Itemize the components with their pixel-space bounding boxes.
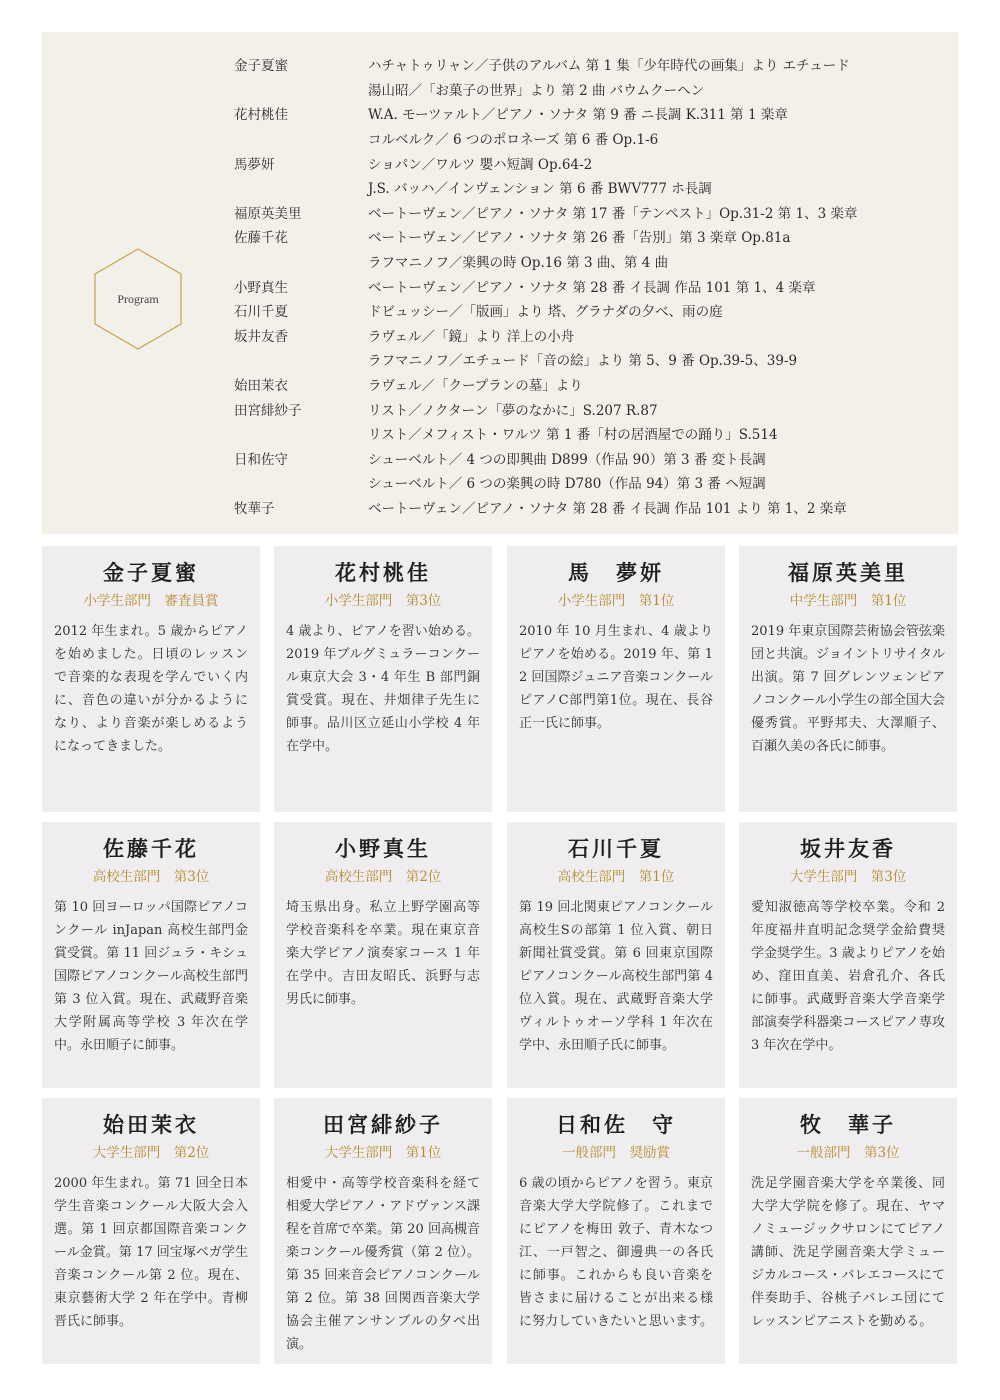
program-performer: 小野真生 [234,279,288,296]
performer-award: 高校生部門 第3位 [92,869,210,885]
program-performer: 佐藤千花 [234,230,288,247]
performer-award: 小学生部門 審査員賞 [83,593,219,609]
program-row [234,323,857,348]
performer-card [739,822,957,1088]
performer-award: 中学生部門 第1位 [789,593,907,609]
performer-name: 日和佐 守 [556,1112,676,1137]
performer-award: 小学生部門 第1位 [557,593,675,609]
program-performer: 福原英美里 [234,205,302,222]
performer-name: 佐藤千花 [103,836,199,861]
performer-card [507,546,725,812]
program-performer: 田宮緋紗子 [234,402,302,419]
performer-card [274,1098,492,1364]
performer-card [274,822,492,1088]
performer-bio: 2000 年生まれ。第 71 回全日本学生音楽コンクール大阪大会入選。第 1 回京都国際音楽コンクール金賞。第 17 回宝塚ベガ学生音楽コンクール第 2 位。現在、東京藝術大学 2 年在学中。青柳晋氏に師事。 [54,1176,248,1329]
program-performer: 始田茉衣 [234,378,288,395]
program-work: ベートーヴェン／ピアノ・ソナタ 第 26 番「告別」第 3 楽章 Op.81a [368,230,791,247]
program-row [234,470,857,495]
performer-name: 石川千夏 [568,836,664,861]
program-work: コルベルク／ 6 つのポロネーズ 第 6 番 Op.1-6 [368,132,659,149]
performer-card [739,546,957,812]
performer-card [507,822,725,1088]
program-row [234,273,857,298]
program-section [42,32,958,534]
performer-name: 牧 華子 [800,1112,896,1137]
performer-name: 福原英美里 [788,560,908,585]
program-row [234,298,857,323]
program-row [234,52,857,77]
performer-card [507,1098,725,1364]
performer-bio: 第 19 回北関東ピアノコンクール高校生Sの部第 1 位入賞、朝日新聞社賞受賞。第 6 回東京国際ピアノコンクール高校生部門第 4 位入賞。現在、武蔵野音楽大学ヴィルトゥオーソ学科 1 年次在学中、永田順子氏に師事。 [519,900,713,1053]
program-row [234,101,857,126]
program-work: ハチャトゥリャン／子供のアルバム 第 1 集「少年時代の画集」より エチュード [368,58,850,75]
program-work: ラフマニノフ／楽興の時 Op.16 第 3 曲、第 4 曲 [368,255,669,272]
performer-award: 高校生部門 第1位 [557,869,675,885]
program-row [234,495,857,520]
performer-name: 小野真生 [335,836,431,861]
program-row [234,421,857,446]
performer-card [42,546,260,812]
program-work: ラヴェル／「クープランの墓」より [368,378,583,395]
program-performer: 日和佐守 [234,451,288,468]
program-work: リスト／ノクターン「夢のなかに」S.207 R.87 [368,402,658,419]
performer-award: 一般部門 第3位 [796,1145,900,1161]
program-row [234,347,857,372]
program-row [234,150,857,175]
performer-name: 坂井友香 [800,836,896,861]
program-work: ベートーヴェン／ピアノ・ソナタ 第 28 番 イ長調 作品 101 より 第 1、2 楽章 [368,500,847,517]
program-work: ショパン／ワルツ 嬰ハ短調 Op.64-2 [368,156,593,173]
program-work: ドビュッシー／「版画」より 塔、グラナダの夕べ、雨の庭 [368,304,723,321]
program-row [234,224,857,249]
performer-card [42,1098,260,1364]
program-work: J.S. バッハ／インヴェンション 第 6 番 BWV777 ホ長調 [368,181,712,198]
program-hexagon [94,248,182,350]
performer-award: 小学生部門 第3位 [324,593,442,609]
performer-name: 始田茉衣 [103,1112,199,1137]
performer-bio: 6 歳の頃からピアノを習う。東京音楽大学大学院修了。これまでにピアノを梅田 敦子、青木なつ江、一戸智之、御邊典一の各氏に師事。これからも良い音楽を皆さまに届けることが出来る様に努力していきたいと思います。 [519,1176,713,1329]
performer-bio: 2019 年東京国際芸術協会管弦楽団と共演。ジョイントリサイタル出演。第 7 回グレンツェンピアノコンクール小学生の部全国大会優秀賞。平野邦夫、大澤順子、百瀬久美の各氏に師事。 [751,624,945,754]
performer-bio: 愛知淑徳高等学校卒業。令和 2 年度福井直明記念奨学金給費奨学金奨学生。3 歳よりピアノを始め、窪田直美、岩倉孔介、各氏に師事。武蔵野音楽大学音楽学部演奏学科器楽コースピアノ専攻 3 年次在学中。 [751,900,945,1053]
performer-award: 大学生部門 第2位 [92,1145,210,1161]
program-row [234,175,857,200]
performer-card [739,1098,957,1364]
program-performer: 金子夏蜜 [234,58,288,75]
program-work: シューベルト／ 6 つの楽興の時 D780（作品 94）第 3 番 ヘ短調 [368,476,766,493]
performer-name: 田宮緋紗子 [323,1112,443,1137]
performer-bio: 4 歳より、ピアノを習い始める。2019 年ブルグミュラーコンクール東京大会 3・4 年生 B 部門銅賞受賞。現在、井畑律子先生に師事。品川区立延山小学校 4 年在学中。 [286,624,480,754]
program-row [234,126,857,151]
program-work: ラヴェル／「鏡」より 洋上の小舟 [368,328,575,345]
program-performer: 馬夢妍 [234,156,275,173]
program-row [234,200,857,225]
program-performer: 牧華子 [234,500,275,517]
program-work: W.A. モーツァルト／ピアノ・ソナタ 第 9 番 ニ長調 K.311 第 1 楽章 [368,107,788,124]
performer-award: 高校生部門 第2位 [324,869,442,885]
program-row [234,446,857,471]
performer-card [42,822,260,1088]
performer-award: 一般部門 奨励賞 [562,1145,670,1161]
program-work: シューベルト／ 4 つの即興曲 D899（作品 90）第 3 番 変ト長調 [368,451,766,468]
program-list [234,52,857,519]
program-work: ベートーヴェン／ピアノ・ソナタ 第 17 番「テンペスト」Op.31-2 第 1、3 楽章 [368,205,858,222]
performer-award: 大学生部門 第3位 [789,869,907,885]
program-label: Program [117,291,159,306]
program-performer: 花村桃佳 [234,107,288,124]
program-row [234,396,857,421]
program-work: 湯山昭／「お菓子の世界」より 第 2 曲 バウムクーヘン [368,82,705,99]
performer-bio: 相愛中・高等学校音楽科を経て相愛大学ピアノ・アドヴァンス課程を首席で卒業。第 20 回高槻音楽コンクール優秀賞（第 2 位）。第 35 回来音会ピアノコンクール第 2 位。第 38 回関西音楽大学協会主催アンサンブルの夕べ出演。 [286,1176,480,1352]
performer-bio: 埼玉県出身。私立上野学園高等学校音楽科を卒業。現在東京音楽大学ピアノ演奏家コース 1 年在学中。吉田友昭氏、浜野与志男氏に師事。 [286,900,480,1007]
performer-name: 金子夏蜜 [103,560,199,585]
program-performer: 坂井友香 [234,328,288,345]
program-row [234,249,857,274]
performer-bio: 洗足学園音楽大学を卒業後、同大学大学院を修了。現在、ヤマノミュージックサロンにてピアノ講師、洗足学園音楽大学ミュージカルコース・バレエコースにて伴奏助手、谷桃子バレエ団にてレッスンピアニストを勤める。 [751,1176,945,1329]
performer-name: 馬 夢妍 [568,560,664,585]
program-work: ラフマニノフ／エチュード「音の絵」より 第 5、9 番 Op.39-5、39-9 [368,353,798,370]
performer-bio: 第 10 回ヨーロッパ国際ピアノコンクール inJapan 高校生部門金賞受賞。第 11 回ジュラ・キシュ国際ピアノコンクール高校生部門第 3 位入賞。現在、武蔵野音楽大学附属高等学校 3 年次在学中。永田順子に師事。 [54,900,248,1053]
program-performer: 石川千夏 [234,304,288,321]
performer-card [274,546,492,812]
program-work: リスト／メフィスト・ワルツ 第 1 番「村の居酒屋での踊り」S.514 [368,427,778,444]
performer-name: 花村桃佳 [335,560,431,585]
program-work: ベートーヴェン／ピアノ・ソナタ 第 28 番 イ長調 作品 101 第 1、4 楽章 [368,279,816,296]
program-row [234,77,857,102]
program-row [234,372,857,397]
performer-bio: 2012 年生まれ。5 歳からピアノを始めました。日頃のレッスンで音楽的な表現を学んでいく内に、音色の違いが分かるようになり、より音楽が楽しめるようになってきました。 [54,624,248,754]
performer-award: 大学生部門 第1位 [324,1145,442,1161]
performer-bio: 2010 年 10 月生まれ、4 歳よりピアノを始める。2019 年、第 12 回国際ジュニア音楽コンクールピアノC部門第1位。現在、長谷正一氏に師事。 [519,624,713,731]
